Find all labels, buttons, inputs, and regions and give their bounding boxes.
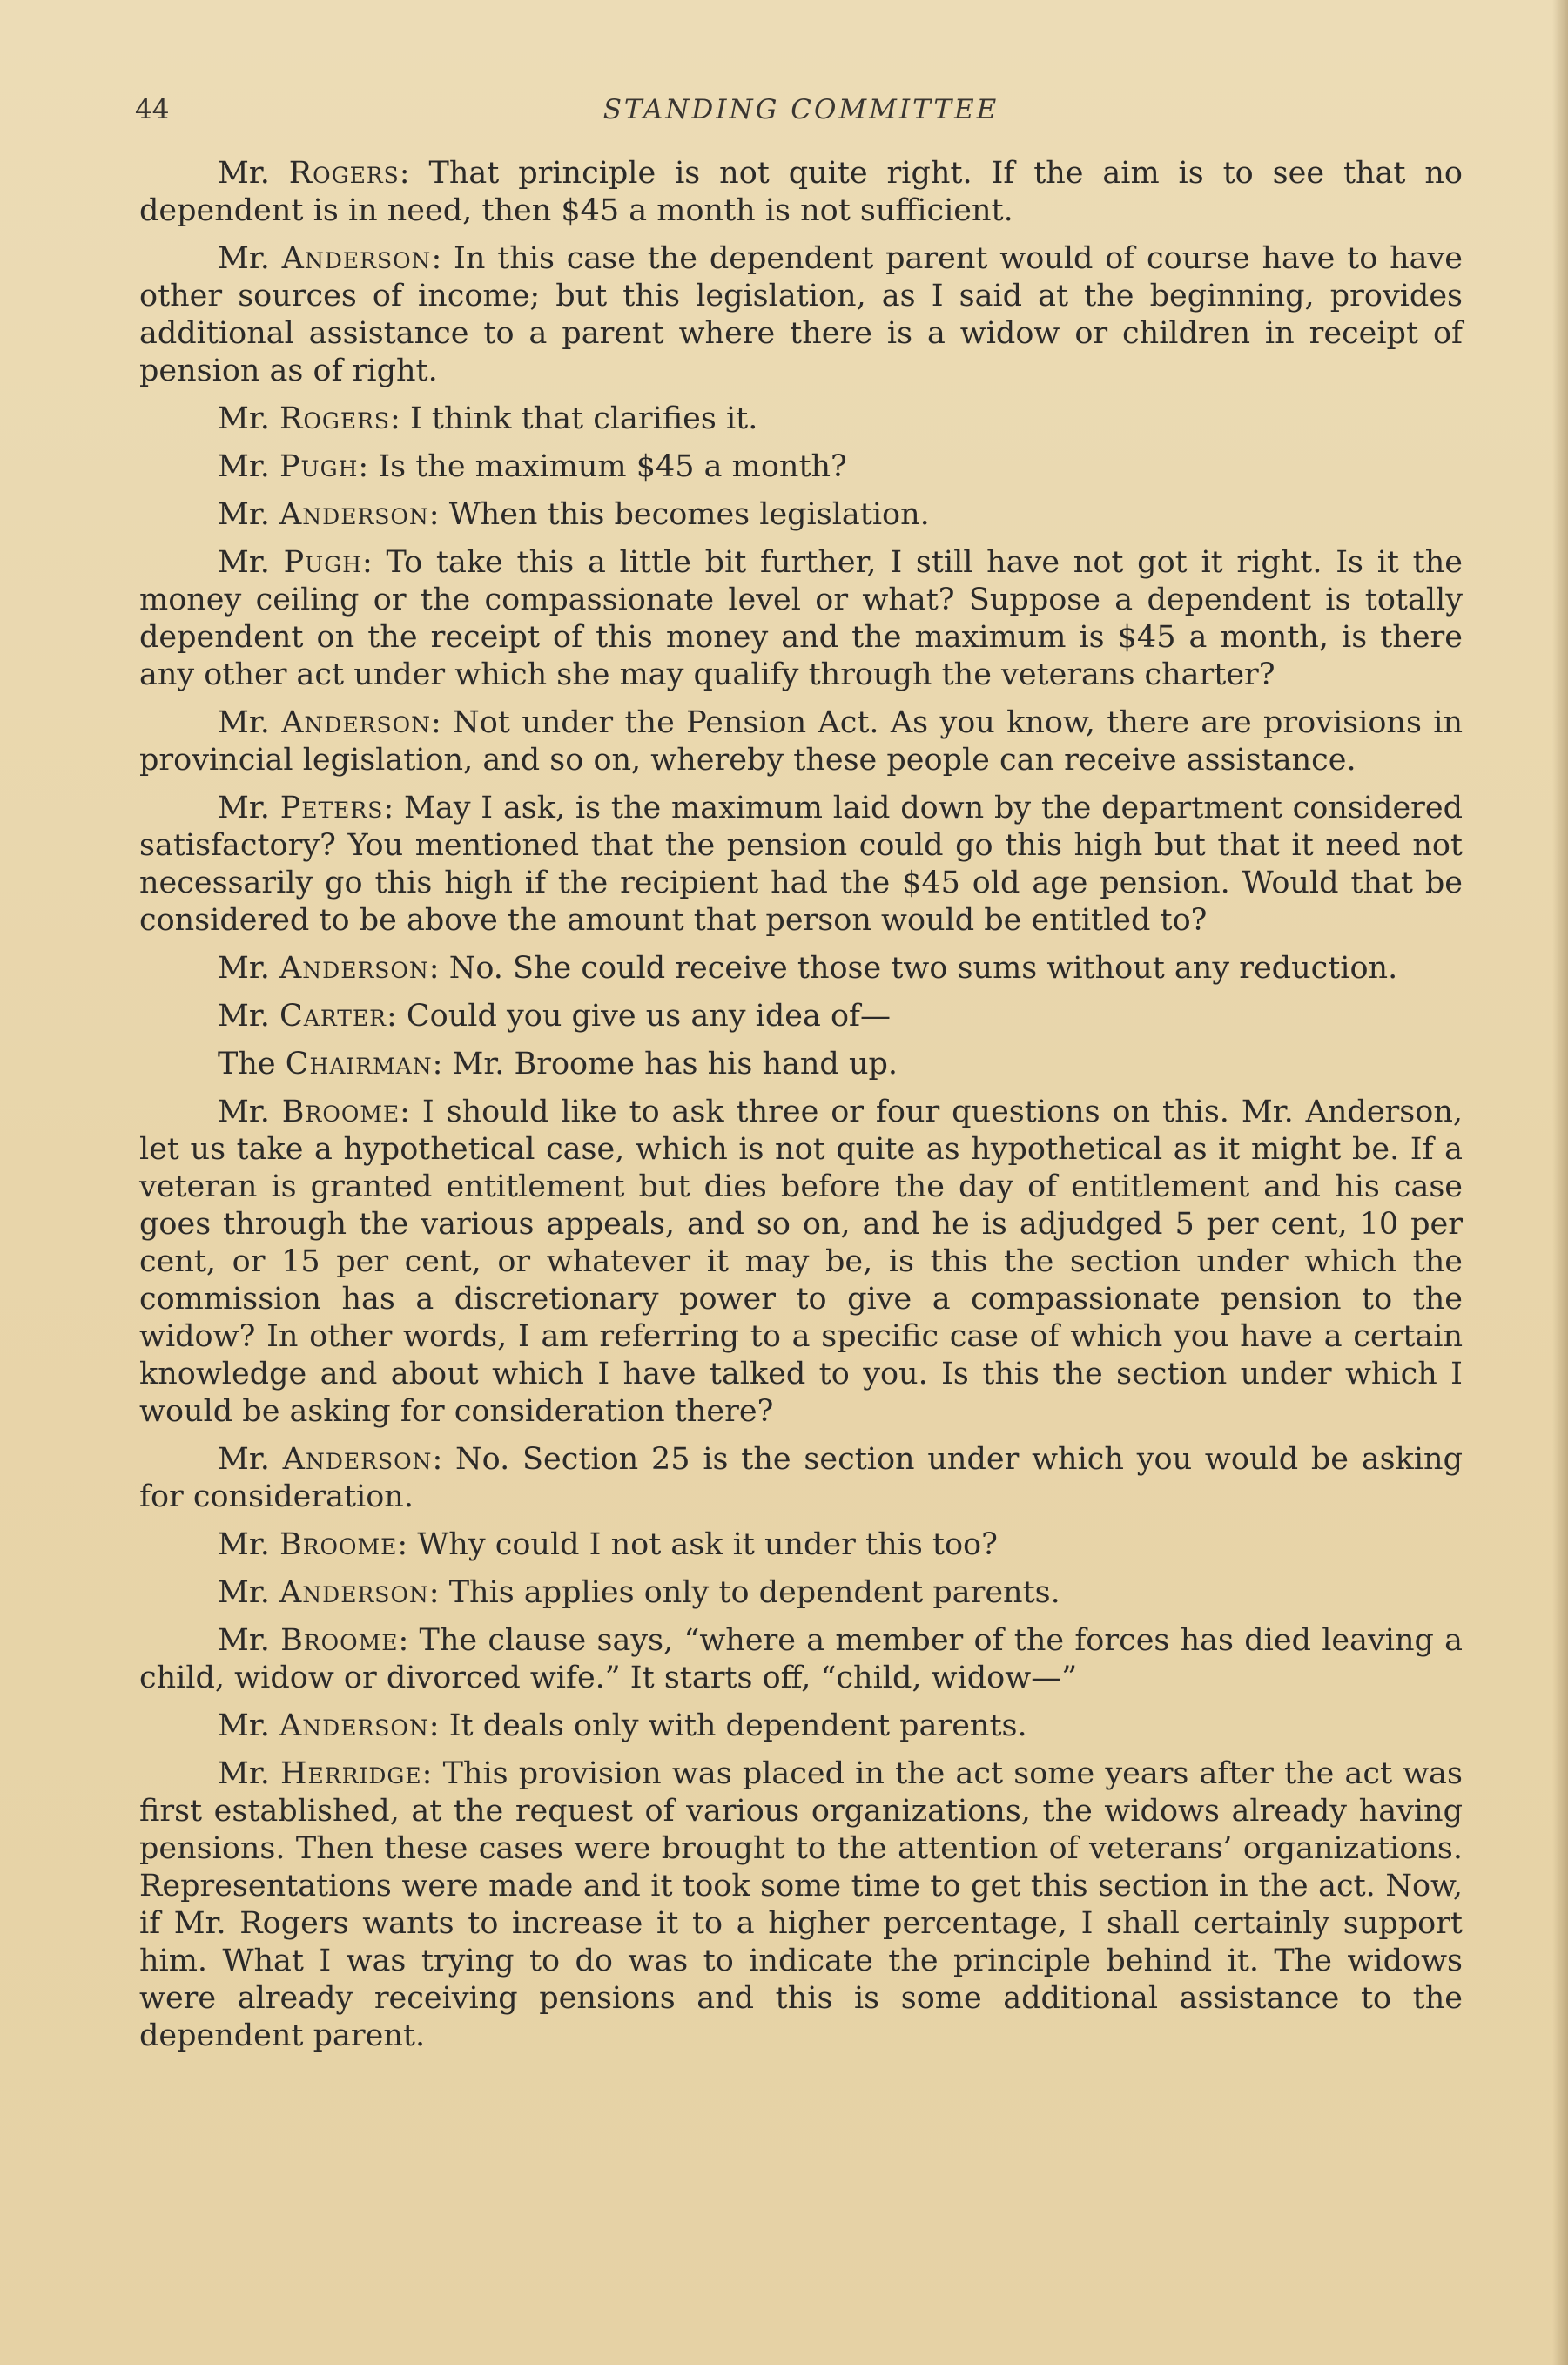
speech-text: No. Section 25 is the section under which you would be asking for consideration. <box>139 1442 1463 1514</box>
speaker-name: Anderson <box>279 1575 429 1610</box>
speaker-name: Broome <box>281 1095 400 1129</box>
transcript-body <box>139 155 1463 2065</box>
speech-text: I think that clarifies it. <box>409 401 758 436</box>
speech-text: Mr. Broome has his hand up. <box>452 1047 898 1081</box>
speaker-title: Mr. <box>218 1095 270 1129</box>
paragraph: Mr. Carter: Could you give us any idea of— <box>218 999 891 1034</box>
paragraph: Mr. Peters: May I ask, is the maximum laid down by the department considered satisfactory? You mentioned that the pension could go this high but that it need not necessarily go this high if the recipient had the $45 old age pension. Would that be considered to be above the amount that person would be entitled to? <box>139 791 1464 938</box>
speaker-title: Mr. <box>218 705 270 740</box>
paragraph: Mr. Anderson: This applies only to dependent parents. <box>218 1575 1060 1610</box>
page-number: 44 <box>135 94 170 125</box>
paragraph: The Chairman: Mr. Broome has his hand up. <box>218 1047 898 1081</box>
speaker-name: Anderson <box>282 1442 433 1477</box>
page-edge-shadow <box>1552 0 1568 2365</box>
speech-text: Could you give us any idea of— <box>406 999 891 1034</box>
paragraph: Mr. Anderson: It deals only with dependent parents. <box>218 1708 1027 1743</box>
speaker-name: Anderson <box>281 241 432 276</box>
paragraph: Mr. Broome: I should like to ask three or four questions on this. Mr. Anderson, let us take a hypothetical case, which is not quite as hypothetical as it might be. If a veteran is granted entitlement but dies before the day of entitlement and his case goes through the various appeals, and so on, and he is adjudged 5 per cent, 10 per cent, or 15 per cent, or whatever it may be, is this the section under which the commission has a discretionary power to give a compassionate pension to the widow? In other words, I am referring to a specific case of which you have a certain knowledge and about which I have talked to you. Is this the section under which I would be asking for consideration there? <box>139 1095 1463 1429</box>
speaker-name: Carter <box>279 999 387 1034</box>
speaker-title: Mr. <box>218 1623 270 1658</box>
speaker-name: Anderson <box>281 705 431 740</box>
paragraph: Mr. Anderson: When this becomes legislation. <box>218 497 930 532</box>
speaker-name: Peters <box>279 791 384 825</box>
speaker-title: Mr. <box>218 156 270 191</box>
speech-text: The clause says, “where a member of the forces has died leaving a child, widow or divorced wife.” It starts off, “child, widow—” <box>139 1623 1463 1695</box>
speaker-title: Mr. <box>218 545 270 580</box>
speaker-title: Mr. <box>218 241 270 276</box>
speech-text: In this case the dependent parent would of course have to have other sources of income; but this legislation, as I said at the beginning, provides additional assistance to a parent where there is a widow or children in receipt of pension as of right. <box>139 241 1463 388</box>
paragraph: Mr. Rogers: That principle is not quite right. If the aim is to see that no dependent is in need, then $45 a month is not sufficient. <box>139 156 1463 228</box>
speaker-name: Broome <box>280 1623 399 1658</box>
speech-text: May I ask, is the maximum laid down by the department considered satisfactory? You mentioned that the pension could go this high but that it need not necessarily go this high if the recipient had the $45 old age pension. Would that be considered to be above the amount that person would be entitled to? <box>139 791 1464 938</box>
speaker-name: Broome <box>279 1527 398 1562</box>
speaker-name: Herridge <box>280 1756 422 1791</box>
speaker-title: The <box>218 1047 276 1081</box>
paragraph: Mr. Pugh: Is the maximum $45 a month? <box>218 449 847 484</box>
paragraph: Mr. Broome: Why could I not ask it under this too? <box>218 1527 998 1562</box>
paragraph: Mr. Rogers: I think that clarifies it. <box>218 401 758 436</box>
speaker-name: Chairman <box>285 1047 433 1081</box>
speech-text: This applies only to dependent parents. <box>448 1575 1060 1610</box>
paragraph: Mr. Pugh: To take this a little bit further, I still have not got it right. Is it the money ceiling or the compassionate level or what? Suppose a dependent is totally dependent on the receipt of this money and the maximum is $45 a month, is there any other act under which she may qualify through the veterans charter? <box>139 545 1463 692</box>
speech-text: Why could I not ask it under this too? <box>417 1527 998 1562</box>
speech-text: To take this a little bit further, I still have not got it right. Is it the money ceiling or the compassionate level or what? Suppose a dependent is totally dependent on the receipt of this money and the maximum is $45 a month, is there any other act under which she may qualify through the veterans charter? <box>139 545 1463 692</box>
speaker-name: Rogers <box>279 401 391 436</box>
page-header <box>135 94 1467 129</box>
speaker-title: Mr. <box>218 1708 270 1743</box>
speech-text: It deals only with dependent parents. <box>448 1708 1027 1743</box>
speaker-title: Mr. <box>218 791 270 825</box>
speech-text: No. She could receive those two sums without any reduction. <box>448 951 1398 986</box>
paragraph: Mr. Anderson: In this case the dependent parent would of course have to have other sources of income; but this legislation, as I said at the beginning, provides additional assistance to a parent where there is a widow or children in receipt of pension as of right. <box>139 241 1463 388</box>
speaker-title: Mr. <box>218 1527 270 1562</box>
speech-text: When this becomes legislation. <box>448 497 930 532</box>
paragraph: Mr. Anderson: Not under the Pension Act. As you know, there are provisions in provincial legislation, and so on, whereby these people can receive assistance. <box>139 705 1463 778</box>
speech-text: Is the maximum $45 a month? <box>378 449 847 484</box>
speaker-name: Anderson <box>279 951 429 986</box>
paragraph: Mr. Anderson: No. Section 25 is the section under which you would be asking for consideration. <box>139 1442 1463 1514</box>
speaker-name: Rogers <box>288 156 400 191</box>
running-title: STANDING COMMITTEE <box>602 94 999 125</box>
speaker-name: Pugh <box>283 545 362 580</box>
speaker-name: Anderson <box>279 497 429 532</box>
speaker-title: Mr. <box>218 449 270 484</box>
speaker-title: Mr. <box>218 1575 270 1610</box>
speaker-title: Mr. <box>218 401 270 436</box>
speech-text: Not under the Pension Act. As you know, there are provisions in provincial legislation, and so on, whereby these people can receive assistance. <box>139 705 1463 778</box>
speaker-title: Mr. <box>218 1442 270 1477</box>
speaker-title: Mr. <box>218 951 270 986</box>
paragraph: Mr. Herridge: This provision was placed in the act some years after the act was first established, at the request of various organizations, the widows already having pensions. Then these cases were brought to the attention of veterans’ organizations. Representations were made and it took some time to get this section in the act. Now, if Mr. Rogers wants to increase it to a higher percentage, I shall certainly support him. What I was trying to do was to indicate the principle behind it. The widows were already receiving pensions and this is some additional assistance to the dependent parent. <box>139 1756 1464 2053</box>
speaker-title: Mr. <box>218 497 270 532</box>
paragraph: Mr. Broome: The clause says, “where a member of the forces has died leaving a child, widow or divorced wife.” It starts off, “child, widow—” <box>139 1623 1463 1695</box>
speaker-title: Mr. <box>218 999 270 1034</box>
speaker-title: Mr. <box>218 1756 270 1791</box>
speaker-name: Pugh <box>279 449 359 484</box>
speaker-name: Anderson <box>279 1708 429 1743</box>
speech-text: This provision was placed in the act some years after the act was first established, at the request of various organizations, the widows already having pensions. Then these cases were brought to the attention of veterans’ organizations. Representations were made and it took some time to get this section in the act. Now, if Mr. Rogers wants to increase it to a higher percentage, I shall certainly support him. What I was trying to do was to indicate the principle behind it. The widows were already receiving pensions and this is some additional assistance to the dependent parent. <box>139 1756 1464 2053</box>
speech-text: That principle is not quite right. If the aim is to see that no dependent is in need, then $45 a month is not sufficient. <box>139 156 1463 228</box>
speech-text: I should like to ask three or four questions on this. Mr. Anderson, let us take a hypothetical case, which is not quite as hypothetical as it might be. If a veteran is granted entitlement but dies before the day of entitlement and his case goes through the various appeals, and so on, and he is adjudged 5 per cent, 10 per cent, or 15 per cent, or whatever it may be, is this the section under which the commission has a discretionary power to give a compassionate pension to the widow? In other words, I am referring to a specific case of which you have a certain knowledge and about which I have talked to you. Is this the section under which I would be asking for consideration there? <box>139 1095 1463 1429</box>
paragraph: Mr. Anderson: No. She could receive those two sums without any reduction. <box>218 951 1398 986</box>
